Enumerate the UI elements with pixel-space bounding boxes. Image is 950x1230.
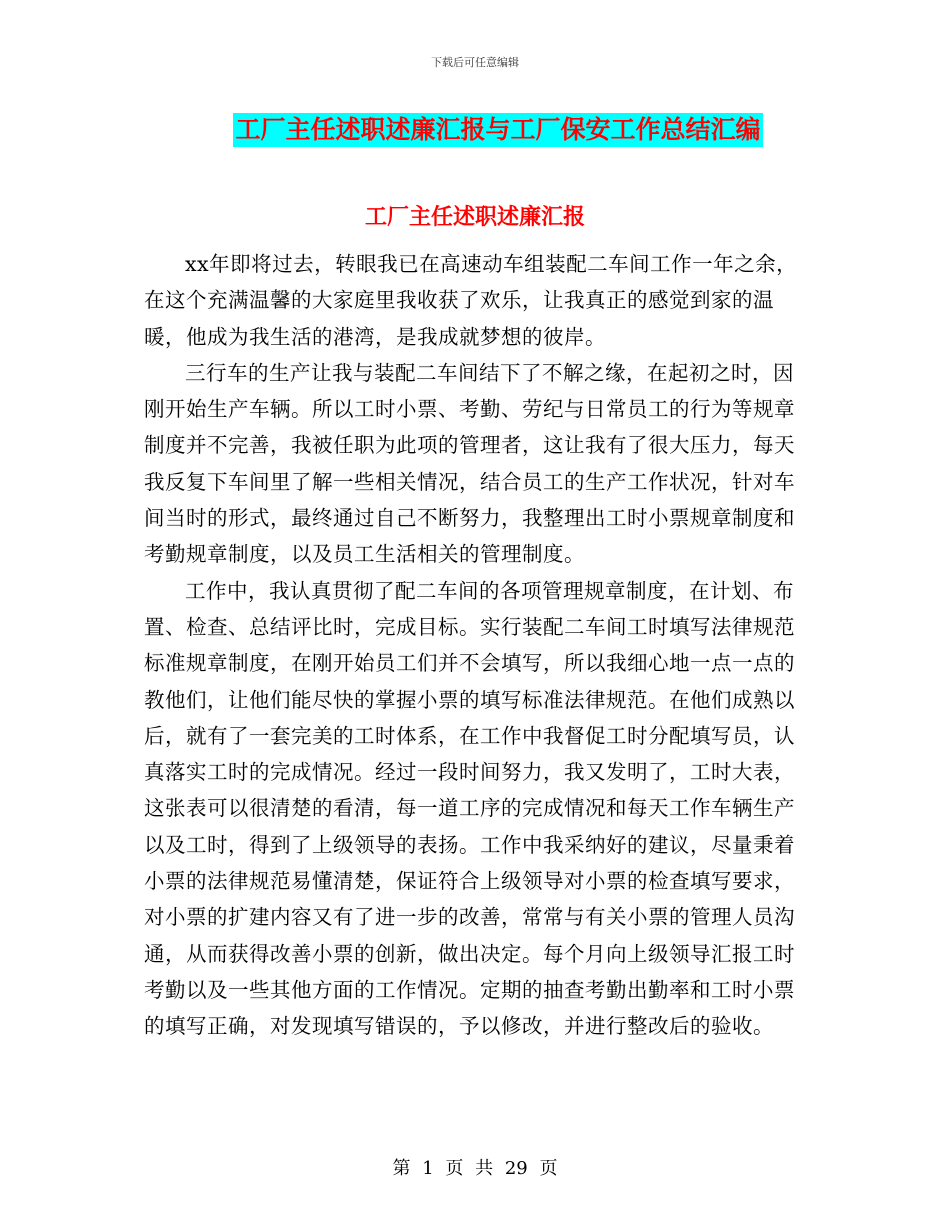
body-text — [144, 246, 814, 1045]
main-title: 工厂主任述职述廉汇报与工厂保安工作总结汇编 — [233, 113, 762, 147]
header-note: 下载后可任意编辑 — [431, 56, 519, 69]
paragraph-2: 三行车的生产让我与装配二车间结下了不解之缘，在起初之时，因刚开始生产车辆。所以工时小票、考勤、劳纪与日常员工的行为等规章制度并不完善，我被任职为此项的管理者，这让我有了很大压力，每天我反复下车间里了解一些相关情况，结合员工的生产工作状况，针对车间当时的形式，最终通过自己不断努力，我整理出工时小票规章制度和考勤规章制度，以及员工生活相关的管理制度。 — [144, 360, 795, 567]
paragraph-3: 工作中，我认真贯彻了配二车间的各项管理规章制度，在计划、布置、检查、总结评比时，完成目标。实行装配二车间工时填写法律规范标准规章制度，在刚开始员工们并不会填写，所以我细心地一点一点的教他们，让他们能尽快的掌握小票的填写标准法律规范。在他们成熟以后，就有了一套完美的工时体系，在工作中我督促工时分配填写员，认真落实工时的完成情况。经过一段时间努力，我又发明了，工时大表，这张表可以很清楚的看清，每一道工序的完成情况和每天工作车辆生产以及工时，得到了上级领导的表扬。工作中我采纳好的建议，尽量秉着小票的法律规范易懂清楚，保证符合上级领导对小票的检查填写要求，对小票的扩建内容又有了进一步的改善，常常与有关小票的管理人员沟通，从而获得改善小票的创新，做出决定。每个月向上级领导汇报工时考勤以及一些其他方面的工作情况。定期的抽查考勤出勤率和工时小票的填写正确，对发现填写错误的，予以修改，并进行整改后的验收。 — [144, 578, 795, 1039]
main-title-wrapper — [0, 113, 950, 147]
page-footer: 第 1 页 共 29 页 — [392, 1158, 558, 1179]
paragraph-1: xx年即将过去，转眼我已在高速动车组装配二车间工作一年之余，在这个充满温馨的大家庭里我收获了欢乐，让我真正的感觉到家的温暖，他成为我生活的港湾，是我成就梦想的彼岸。 — [144, 252, 798, 349]
section-title: 工厂主任述职述廉汇报 — [364, 204, 585, 230]
